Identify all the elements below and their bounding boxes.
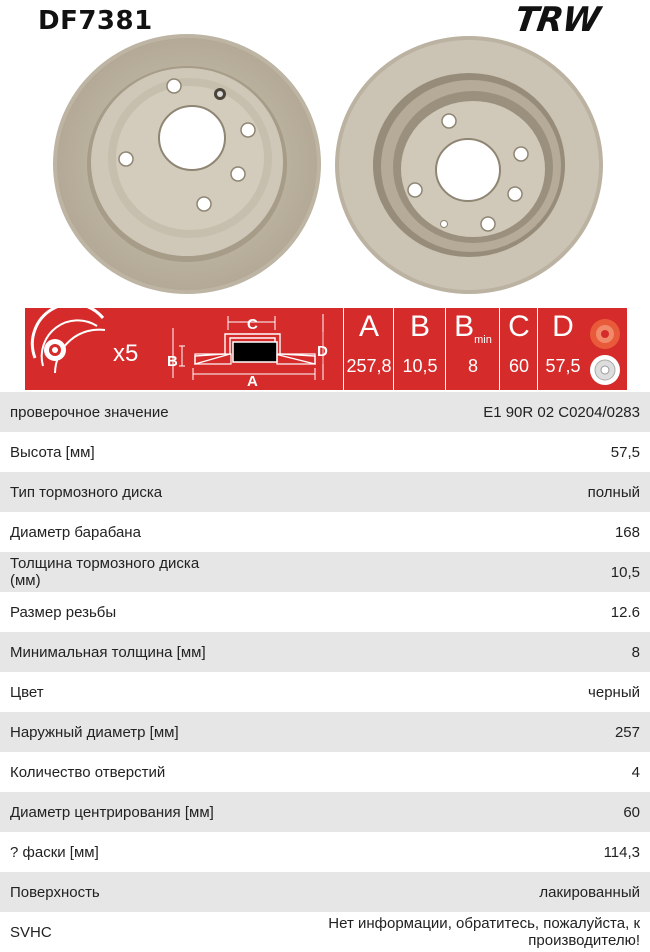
label-c: C xyxy=(247,316,258,333)
row-label: проверочное значение xyxy=(10,403,169,421)
row-label: Минимальная толщина [мм] xyxy=(10,643,206,661)
spec-bar xyxy=(25,308,627,390)
brake-disc-front-image xyxy=(52,32,322,297)
row-value: 10,5 xyxy=(610,563,640,581)
row-value: лакированный xyxy=(539,883,640,901)
spec-col-a: A 257,8 xyxy=(343,308,394,390)
row-label: Толщина тормозного диска (мм) xyxy=(10,555,200,589)
row-value: 4 xyxy=(631,763,640,781)
table-row xyxy=(0,592,650,632)
product-header xyxy=(0,0,650,310)
label-b: B xyxy=(167,353,178,370)
specs-table xyxy=(0,392,650,952)
table-row xyxy=(0,792,650,832)
label-a: A xyxy=(247,373,258,390)
spec-col-b: B 10,5 xyxy=(393,308,446,390)
table-row xyxy=(0,472,650,512)
row-label: Высота [мм] xyxy=(10,443,95,461)
row-label: Количество отверстий xyxy=(10,763,166,781)
disc-wheel-icon xyxy=(32,308,105,373)
row-label: Тип тормозного диска xyxy=(10,483,163,501)
spec-col-c: C 60 xyxy=(499,308,538,390)
row-value: E1 90R 02 C0204/0283 xyxy=(483,403,640,421)
table-row xyxy=(0,832,650,872)
row-value: черный xyxy=(588,683,640,701)
brake-disc-back-image xyxy=(333,34,605,296)
spec-col-bmin: $B_{min}$ 8 xyxy=(445,308,500,390)
row-label: Диаметр центрирования [мм] xyxy=(10,803,214,821)
disc-type-icon xyxy=(587,308,627,390)
table-row xyxy=(0,512,650,552)
row-value: 12.6 xyxy=(610,603,640,621)
row-label: Цвет xyxy=(10,683,44,701)
row-label: ? фаски [мм] xyxy=(10,843,99,861)
cross-section-diagram xyxy=(25,308,345,390)
row-value: Нет информации, обратитесь, пожалуйста, к производителю! xyxy=(328,915,640,949)
row-label: Размер резьбы xyxy=(10,603,117,621)
row-label: Поверхность xyxy=(10,883,100,901)
row-value: 257 xyxy=(614,723,640,741)
label-d: D xyxy=(317,343,328,360)
row-value: 114,3 xyxy=(603,843,640,861)
table-row xyxy=(0,552,650,592)
table-row xyxy=(0,392,650,432)
table-row xyxy=(0,672,650,712)
row-label: SVHC xyxy=(10,923,52,941)
brand-logo: TRW xyxy=(512,0,602,40)
table-row xyxy=(0,872,650,912)
table-row xyxy=(0,432,650,472)
bolt-count: x5 xyxy=(113,340,139,367)
row-value: 57,5 xyxy=(610,443,640,461)
row-label: Диаметр барабана xyxy=(10,523,141,541)
product-code: DF7381 xyxy=(38,6,153,36)
row-value: 8 xyxy=(631,643,640,661)
table-row xyxy=(0,632,650,672)
row-label: Наружный диаметр [мм] xyxy=(10,723,179,741)
table-row xyxy=(0,912,650,952)
table-row xyxy=(0,752,650,792)
spec-col-d: D 57,5 xyxy=(537,308,588,390)
table-row xyxy=(0,712,650,752)
row-value: полный xyxy=(587,483,640,501)
row-value: 168 xyxy=(614,523,640,541)
row-value: 60 xyxy=(623,803,640,821)
